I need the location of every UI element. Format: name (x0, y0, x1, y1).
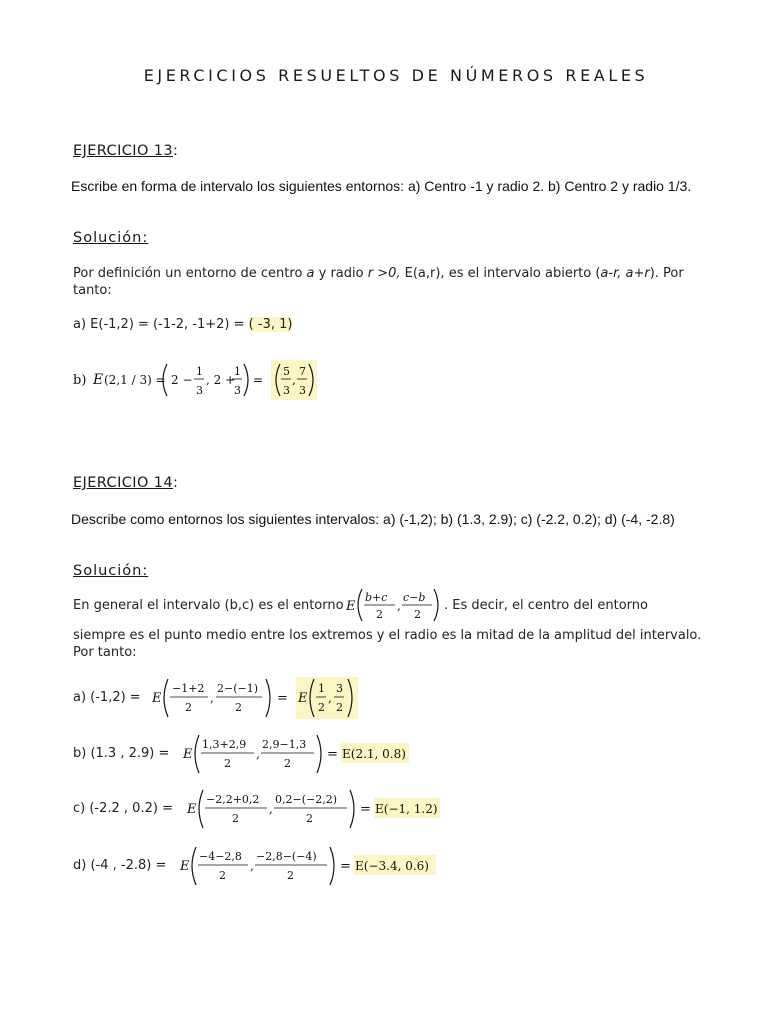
answer-b2-num1: 1,3+2,9 (202, 738, 247, 751)
answer-b2-num2: 2,9−1,3 (262, 738, 307, 751)
answer-b-2minus: 2 − (171, 373, 193, 387)
answer-d-equals: = (340, 859, 351, 874)
definition-text-4: ). Por tanto: (73, 266, 684, 298)
definition-text-1: Por definición un entorno de centro (73, 266, 307, 281)
answer-c-paren-right (350, 790, 354, 828)
general-den1: 2 (376, 608, 383, 621)
exercise-13-definition (73, 265, 713, 299)
answer-a-paren-right (266, 679, 270, 717)
exercise-14-answer-c-label: c) (-2.2 , 0.2) = (73, 801, 173, 816)
answer-a-comma: , (210, 691, 214, 705)
answer-b-comma2plus: , 2 + (206, 373, 236, 387)
definition-text-2: y radio (314, 266, 368, 281)
definition-interval: a-r, a+r (600, 266, 650, 281)
answer-a-result-den2: 2 (336, 701, 343, 714)
exercise-14-answer-a (150, 675, 370, 721)
answer-a-result-comma: , (328, 691, 332, 705)
answer-b-frac2-num: 1 (234, 365, 241, 378)
exercise-13-colon: : (173, 143, 179, 159)
answer-a-result-den1: 2 (318, 701, 325, 714)
answer-b-frac1-den: 3 (196, 384, 203, 397)
answer-a-result-e: E (298, 691, 308, 706)
answer-b-label: b) (73, 373, 87, 388)
exercise-14-general-continuation: siempre es el punto medio entre los extremos y el radio es la mitad de la amplitud del intervalo. Por tanto: (73, 628, 702, 660)
answer-c-paren-left (199, 790, 203, 828)
exercise-13-statement: Escribe en forma de intervalo los siguientes entornos: a) Centro -1 y radio 2. b) Centro 2 y radio 1/3. (71, 178, 692, 194)
exercise-14-heading (73, 475, 178, 491)
answer-b-result-den2: 3 (299, 384, 306, 397)
exercise-14-general-formula (344, 585, 444, 627)
exercise-14-general-pre: En general el intervalo (b,c) es el entorno (73, 598, 344, 613)
answer-b2-den1: 2 (224, 757, 231, 770)
definition-text-3: E(a,r), es el intervalo abierto ( (400, 266, 601, 281)
answer-a-e: E (152, 691, 162, 706)
answer-a-den2: 2 (235, 701, 242, 714)
answer-d-num1: −4−2,8 (199, 850, 242, 863)
answer-b-frac2-den: 3 (234, 384, 241, 397)
answer-b-frac1-num: 1 (196, 365, 203, 378)
answer-b2-den2: 2 (284, 757, 291, 770)
answer-a-num1: −1+2 (172, 682, 205, 695)
answer-a-num2: 2−(−1) (217, 682, 259, 695)
exercise-14-answer-d (178, 843, 448, 889)
answer-d-paren-left (192, 847, 196, 885)
answer-b2-paren-left (195, 735, 199, 773)
exercise-14-general-post: . Es decir, el centro del entorno (444, 598, 648, 613)
answer-c-result: E(−1, 1.2) (375, 802, 438, 816)
general-paren-left (358, 589, 362, 621)
exercise-14-solution-label: Solución: (73, 563, 149, 579)
definition-center-var: a (306, 266, 315, 281)
exercise-13-solution-label: Solución: (73, 230, 149, 246)
answer-b-result-num1: 5 (283, 365, 290, 378)
answer-c-den1: 2 (232, 812, 239, 825)
answer-d-paren-right (330, 847, 334, 885)
answer-c-comma: , (269, 802, 273, 816)
exercise-14-answer-a-label: a) (-1,2) = (73, 690, 141, 705)
general-num2: c−b (403, 591, 426, 604)
page-title: EJERCICIOS RESUELTOS DE NÚMEROS REALES (143, 66, 649, 85)
exercise-13-heading (73, 143, 178, 159)
answer-b2-e: E (183, 747, 193, 762)
answer-d-num2: −2,8−(−4) (256, 850, 317, 863)
exercise-14-colon: : (173, 475, 179, 491)
answer-a-result-num1: 1 (318, 682, 325, 695)
general-num1: b+c (365, 591, 388, 604)
answer-b2-result: E(2.1, 0.8) (342, 747, 406, 761)
answer-b-result-num2: 7 (299, 365, 306, 378)
answer-a-equals: = (277, 691, 288, 706)
answer-b-paren-right (244, 364, 248, 396)
general-comma: , (397, 599, 401, 613)
exercise-13-answer-a (73, 317, 292, 332)
definition-radius-var: r >0, (367, 266, 401, 281)
answer-b2-comma: , (256, 747, 260, 761)
answer-d-den1: 2 (219, 869, 226, 882)
answer-c-den2: 2 (306, 812, 313, 825)
answer-c-equals: = (360, 802, 371, 817)
exercise-13-heading-text: EJERCICIO 13 (73, 143, 174, 159)
exercise-14-answer-b-label: b) (1.3 , 2.9) = (73, 746, 170, 761)
answer-d-e: E (180, 859, 190, 874)
answer-b-args: (2,1 / 3) = (104, 373, 166, 387)
answer-a-den1: 2 (185, 701, 192, 714)
general-den2: 2 (414, 608, 421, 621)
general-e: E (346, 599, 356, 614)
exercise-14-answer-d-label: d) (-4 , -2.8) = (73, 858, 167, 873)
answer-a-result: ( -3, 1) (248, 317, 293, 332)
answer-a-result-num2: 3 (336, 682, 343, 695)
exercise-14-statement: Describe como entornos los siguientes intervalos: a) (-1,2); b) (1.3, 2.9); c) (-2.2, 0.2); d) (-4, -2.8) (71, 511, 675, 527)
answer-d-comma: , (250, 859, 254, 873)
answer-a-paren-left (164, 679, 168, 717)
answer-b-equals: = (253, 373, 264, 387)
general-paren-right (434, 589, 438, 621)
answer-b2-paren-right (317, 735, 321, 773)
answer-b-result-den1: 3 (283, 384, 290, 397)
answer-c-num1: −2,2+0,2 (206, 793, 260, 806)
answer-c-e: E (187, 802, 197, 817)
exercise-13-answer-b (73, 356, 333, 404)
exercise-14-heading-text: EJERCICIO 14 (73, 475, 174, 491)
answer-c-num2: 0,2−(−2,2) (275, 793, 338, 806)
answer-b-result-comma: , (292, 373, 296, 387)
exercise-14-answer-c (185, 786, 445, 832)
answer-b2-equals: = (327, 747, 338, 762)
answer-d-den2: 2 (287, 869, 294, 882)
exercise-14-answer-b (181, 731, 421, 777)
answer-d-result: E(−3.4, 0.6) (355, 859, 429, 873)
answer-a-expression: a) E(-1,2) = (-1-2, -1+2) = (73, 317, 249, 332)
answer-b-e: E (93, 372, 104, 388)
